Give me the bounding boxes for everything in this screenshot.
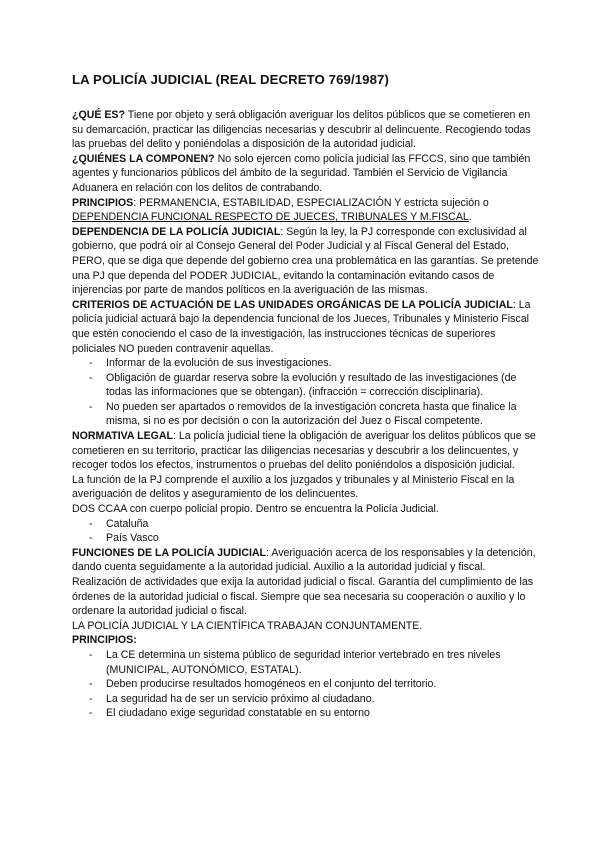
heading-criterios: CRITERIOS DE ACTUACIÓN DE LAS UNIDADES ORGÁNICAS DE LA POLICÍA JUDICIAL (72, 298, 513, 311)
paragraph-funciones (72, 546, 540, 619)
heading-principios-2: PRINCIPIOS (72, 634, 134, 647)
list-item: - No pueden ser apartados o removidos de la investigación concreta hasta que finalice la misma, si no es por decisión o con la autorización del Juez o Fiscal competente. (106, 400, 540, 429)
document-title: LA POLICÍA JUDICIAL (REAL DECRETO 769/1987) (72, 72, 389, 87)
paragraph-normativa (72, 429, 540, 473)
paragraph-ccaa: DOS CCAA con cuerpo policial propio. Dentro se encuentra la Policía Judicial. (72, 503, 439, 516)
underlined-dependencia-funcional: DEPENDENCIA FUNCIONAL RESPECTO DE JUECES, TRIBUNALES Y M.FISCAL (72, 211, 469, 224)
text-normativa: : La policía judicial tiene la obligación de averiguar los delitos públicos que se cometieren en su territorio, practicar las diligencias necesarias y descubrir a los delincuentes, y recoger todos los efectos, instrumentos o pruebas del delito poniéndolos a disposición judicial. (72, 430, 536, 472)
text-quienes: No solo ejercen como policía judicial las FFCCS, sino que también agentes y funcionarios públicos del ámbito de la seguridad. También el Servicio de Vigilancia Aduanera en relación con los delitos de contrabando. (72, 152, 531, 194)
list-item: - La seguridad ha de ser un servicio próximo al ciudadano. (106, 692, 540, 707)
ccaa-list (72, 517, 540, 546)
principios-list (72, 648, 540, 721)
list-item: - El ciudadano exige seguridad constatable en su entorno (106, 706, 540, 721)
heading-principios-2-colon: : (133, 634, 137, 647)
paragraph-quienes (72, 152, 540, 196)
heading-normativa: NORMATIVA LEGAL (72, 430, 174, 443)
heading-dependencia: DEPENDENCIA DE LA POLICÍA JUDICIAL (72, 225, 281, 238)
list-item: - Informar de la evolución de sus investigaciones. (106, 356, 540, 371)
paragraph-que-es (72, 108, 540, 152)
text-principios: : PERMANENCIA, ESTABILIDAD, ESPECIALIZACIÓN Y estricta sujeción o (133, 196, 489, 209)
document-body (72, 108, 540, 721)
text-que-es: Tiene por objeto y será obligación averiguar los delitos públicos que se cometieren en su demarcación, practicar las diligencias necesarias y descubrir al delincuente. Recogiendo todas las pruebas del delito y poniéndolas a disposición de la autoridad judicial. (72, 109, 531, 151)
list-item: - Cataluña (106, 517, 540, 532)
heading-que-es: ¿QUÉ ES? (72, 109, 125, 121)
heading-quienes: ¿QUIÉNES LA COMPONEN? (72, 152, 215, 165)
criterios-list (72, 356, 540, 429)
heading-principios: PRINCIPIOS (72, 196, 134, 209)
paragraph-principios (72, 196, 540, 225)
heading-funciones: FUNCIONES DE LA POLICÍA JUDICIAL (72, 546, 267, 559)
paragraph-funcion-pj: La función de la PJ comprende el auxilio a los juzgados y tribunales y al Ministerio Fiscal en la averiguación de delitos y aseguramiento de los delincuentes. (72, 473, 515, 501)
paragraph-principios-2 (72, 633, 540, 648)
text-criterios: : La policía judicial actuará bajo la dependencia funcional de los Jueces, Tribunales y Ministerio Fiscal que estén conociendo el caso de la investigación, las instrucciones técnicas de superiores policiales NO pueden contravenir aquellas. (72, 298, 531, 355)
list-item: - La CE determina un sistema público de seguridad interior vertebrado en tres niveles (MUNICIPAL, AUTONÓMICO, ESTATAL). (106, 648, 540, 677)
list-item: - Obligación de guardar reserva sobre la evolución y resultado de las investigaciones (de todas las informaciones que se obtengan). (infracción = corrección disciplinaria). (106, 371, 540, 400)
list-item: - País Vasco (106, 531, 540, 546)
text-funciones: : Averiguación acerca de los responsables y la detención, dando cuenta seguidamente a la autoridad judicial. Auxilio a la autoridad judicial y fiscal. Realización de actividades que exija la autoridad judicial o fiscal. Garantía del cumplimiento de las órdenes de la autoridad judicial o fiscal. Siempre que sea necesaria su cooperación o auxilio y lo ordenare la autoridad judicial o fiscal. (72, 546, 536, 618)
paragraph-cientifica: LA POLICÍA JUDICIAL Y LA CIENTÍFICA TRABAJAN CONJUNTAMENTE. (72, 619, 423, 632)
text-principios-end: . (468, 211, 472, 224)
paragraph-dependencia (72, 225, 540, 298)
list-item: - Deben producirse resultados homogéneos en el conjunto del territorio. (106, 677, 540, 692)
paragraph-criterios (72, 298, 540, 356)
text-dependencia: : Según la ley, la PJ corresponde con exclusividad al gobierno, que podrá oír al Consejo General del Poder Judicial y al Fiscal General del Estado, PERO, que se diga que depende del gobierno crea una problemática en las garantías. Se pretende una PJ que dependa del PODER JUDICIAL, evitando la contaminación evitando casos de injerencias por parte de mandos políticos en la averiguación de las mismas. (72, 225, 539, 297)
